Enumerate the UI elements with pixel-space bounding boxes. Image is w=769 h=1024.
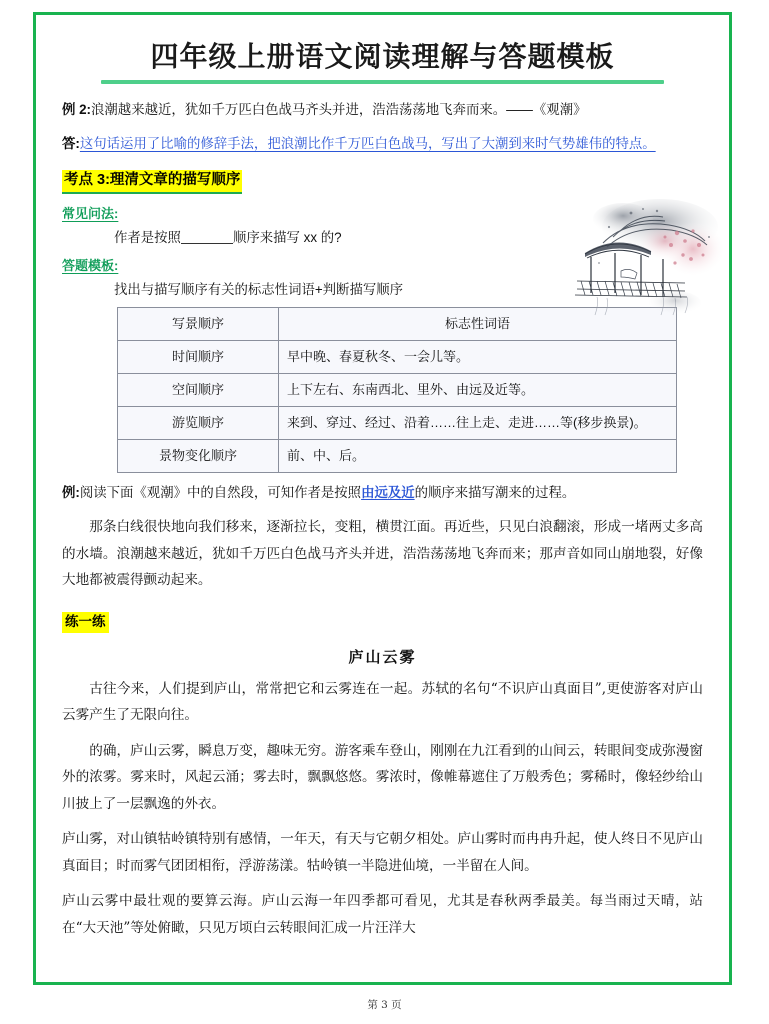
answer-text: 这句话运用了比喻的修辞手法，把浪潮比作千万匹白色战马，写出了大潮到来时气势雄伟的特点。	[79, 136, 656, 152]
passage-paragraph: 庐山云雾中最壮观的要算云海。庐山云海一年四季都可看见，尤其是春秋两季最美。每当雨过天晴，站在“大天池”等处俯瞰，只见万顷白云转眼间汇成一片汪洋大	[62, 893, 703, 936]
example-guanchao-after: 的顺序来描写潮来的过程。	[414, 484, 576, 500]
table-cell-markers: 前、中、后。	[279, 439, 677, 472]
title-divider	[101, 80, 664, 84]
table-cell-markers: 早中晚、春夏秋冬、一会儿等。	[279, 340, 677, 373]
answer-template-text: 找出与描写顺序有关的标志性词语+判断描写顺序	[114, 281, 404, 297]
table-header-row	[118, 307, 677, 340]
common-question-label: 常见问法:	[62, 206, 119, 222]
answer-line	[62, 132, 703, 156]
example-guanchao-line	[62, 481, 703, 504]
table-row	[118, 439, 677, 472]
answer-label: 答:	[62, 136, 80, 152]
passage-paragraph: 古往今来，人们提到庐山，常常把它和云雾连在一起。苏轼的名句“不识庐山真面目”,更使游客对庐山云雾产生了无限向往。	[62, 680, 703, 723]
table-row	[118, 406, 677, 439]
document-content	[36, 15, 729, 982]
example-guanchao-paragraph: 那条白线很快地向我们移来，逐渐拉长，变粗，横贯江面。再近些，只见白浪翻滚，形成一堵两丈多高的水墙。浪潮越来越近，犹如千万匹白色战马齐头并进，浩浩荡荡地飞奔而来；那声音如同山崩地裂，好像大地都被震得颤动起来。	[62, 519, 703, 589]
practice-badge-wrap	[62, 612, 703, 633]
example-guanchao-before: 阅读下面《观潮》中的自然段，可知作者是按照	[79, 484, 362, 500]
example2-text: 浪潮越来越近，犹如千万匹白色战马齐头并进，浩浩荡荡地飞奔而来。——《观潮》	[91, 102, 587, 117]
table-cell-markers: 来到、穿过、经过、沿着……往上走、走进……等(移步换景)。	[279, 406, 677, 439]
answer-template-label-wrap	[62, 255, 703, 275]
table-cell-order: 游览顺序	[118, 406, 279, 439]
common-question-text	[62, 227, 703, 250]
table-header-markers: 标志性词语	[279, 307, 677, 340]
table-cell-order: 空间顺序	[118, 373, 279, 406]
table-cell-order: 景物变化顺序	[118, 439, 279, 472]
kaodian3-heading: 考点 3:理清文章的描写顺序	[62, 170, 242, 194]
fill-in-blank	[181, 243, 233, 244]
table-row	[118, 373, 677, 406]
answer-template-label: 答题模板:	[62, 257, 119, 273]
table-header-order: 写景顺序	[118, 307, 279, 340]
common-question-label-wrap	[62, 203, 703, 223]
common-question-after: 顺序来描写 xx 的?	[232, 230, 342, 246]
example2-label: 例 2:	[62, 102, 92, 117]
example2-line	[62, 98, 703, 121]
passage-paragraph: 的确，庐山云雾，瞬息万变，趣味无穷。游客乘车登山，刚刚在九江看到的山间云，转眼间变成弥漫窗外的浓雾。雾来时，风起云涌；雾去时，飘飘悠悠。雾浓时，像帷幕遮住了万般秀色；雾稀时，像轻纱给山川披上了一层飘逸的外衣。	[62, 742, 703, 812]
common-question-before: 作者是按照	[114, 230, 181, 246]
passage-paragraph: 庐山雾，对山镇牯岭镇特别有感情，一年天，有天与它朝夕相处。庐山雾时而冉冉升起，使人终日不见庐山真面目；时而雾气团团相衔，浮游荡漾。牯岭镇一半隐进仙境，一半留在人间。	[62, 831, 703, 874]
table-cell-order: 时间顺序	[118, 340, 279, 373]
practice-badge: 练一练	[62, 612, 109, 633]
table-row	[118, 340, 677, 373]
document-page-frame	[33, 12, 732, 985]
example-guanchao-link: 由远及近	[361, 484, 415, 500]
passage-title: 庐山云雾	[348, 647, 417, 666]
kaodian3-heading-wrap	[62, 170, 703, 194]
page-footer: 第 3 页	[367, 999, 402, 1011]
table-cell-markers: 上下左右、东南西北、里外、由远及近等。	[279, 373, 677, 406]
page-title: 四年级上册语文阅读理解与答题模板	[150, 40, 615, 73]
description-order-table	[117, 307, 677, 473]
example-guanchao-label: 例:	[62, 484, 80, 500]
